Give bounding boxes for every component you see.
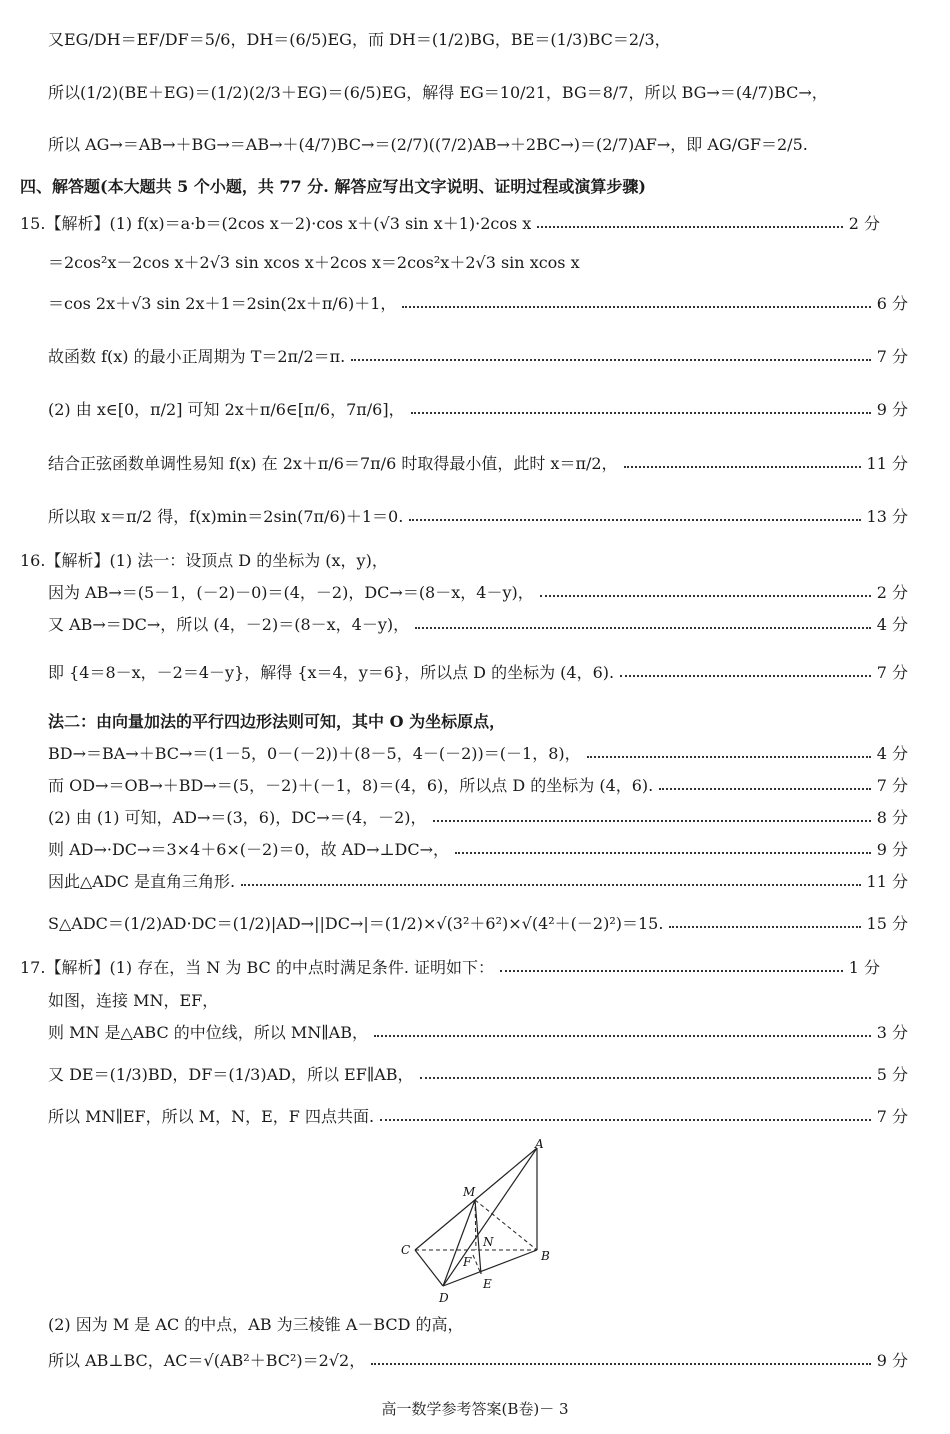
q15-line-2: ＝2cos²x－2cos x＋2√3 sin xcos x＋2cos x＝2cos²x＋2√3 sin xcos x	[48, 253, 580, 272]
q16-line-9: 则 AD→·DC→＝3×4＋6×(－2)＝0，故 AD→⊥DC→， 9 分	[48, 840, 908, 859]
label-E: E	[483, 1277, 492, 1291]
q17-line-3: 则 MN 是△ABC 的中位线，所以 MN∥AB， 3 分	[48, 1023, 908, 1042]
page-footer: 高一数学参考答案(B卷)－ 3	[381, 1400, 569, 1418]
q15-line-7: 所以取 x＝π/2 得，f(x)min＝2sin(7π/6)＋1＝0. 13 分	[48, 507, 908, 526]
label-M: M	[463, 1185, 476, 1199]
cont-line-3: 所以 AG→＝AB→＋BG→＝AB→＋(4/7)BC→＝(2/7)((7/2)AB→＋2BC→)＝(2/7)AF→，即 AG/GF＝2/5.	[48, 135, 808, 154]
q16-line-3: 又 AB→＝DC→，所以 (4，－2)＝(8－x，4－y)， 4 分	[48, 615, 908, 634]
q15-line-5: (2) 由 x∈[0，π/2] 可知 2x＋π/6∈[π/6，7π/6]， 9 分	[48, 400, 908, 419]
label-C: C	[401, 1243, 411, 1257]
q16-line-5: 法二：由向量加法的平行四边形法则可知，其中 O 为坐标原点，	[48, 712, 506, 731]
edge-AC	[415, 1148, 537, 1250]
q16-line-1: 16.【解析】(1) 法一：设顶点 D 的坐标为 (x，y)，	[20, 551, 388, 570]
section-heading: 四、解答题(本大题共 5 个小题，共 77 分. 解答应写出文字说明、证明过程或演算步骤)	[20, 177, 646, 196]
q16-line-8: (2) 由 (1) 可知，AD→＝(3，6)，DC→＝(4，－2)， 8 分	[48, 808, 908, 827]
q15-line-4: 故函数 f(x) 的最小正周期为 T＝2π/2＝π. 7 分	[48, 347, 908, 366]
q17-line-4: 又 DE＝(1/3)BD，DF＝(1/3)AD，所以 EF∥AB， 5 分	[48, 1065, 908, 1084]
q16-line-4: 即 {4＝8－x，－2＝4－y}，解得 {x＝4，y＝6}，所以点 D 的坐标为 (4，6). 7 分	[48, 663, 908, 682]
q17-part2-line-1: (2) 因为 M 是 AC 的中点，AB 为三棱锥 A－BCD 的高，	[48, 1315, 464, 1334]
label-D: D	[439, 1291, 449, 1305]
q16-line-11: S△ADC＝(1/2)AD·DC＝(1/2)|AD→||DC→|＝(1/2)×√(3²＋6²)×√(4²＋(－2)²)＝15. 15 分	[48, 914, 908, 933]
edge-AD	[443, 1148, 537, 1286]
q17-line-5: 所以 MN∥EF，所以 M，N，E，F 四点共面. 7 分	[48, 1107, 908, 1126]
q15-line-6: 结合正弦函数单调性易知 f(x) 在 2x＋π/6＝7π/6 时取得最小值，此时 x＝π/2， 11 分	[48, 454, 908, 473]
edge-CD	[415, 1250, 443, 1286]
q17-line-1: 17.【解析】(1) 存在，当 N 为 BC 的中点时满足条件. 证明如下： 1 分	[20, 958, 880, 977]
q16-line-7: 而 OD→＝OB→＋BD→＝(5，－2)＋(－1，8)＝(4，6)，所以点 D 的坐标为 (4，6). 7 分	[48, 776, 908, 795]
label-A: A	[535, 1138, 544, 1151]
q16-line-10: 因此△ADC 是直角三角形. 11 分	[48, 872, 908, 891]
label-F: F	[463, 1255, 472, 1269]
cont-line-1: 又EG/DH＝EF/DF＝5/6，DH＝(6/5)EG，而 DH＝(1/2)BG，BE＝(1/3)BC＝2/3，	[48, 30, 671, 49]
q17-part2-line-2: 所以 AB⊥BC，AC＝√(AB²＋BC²)＝2√2， 9 分	[48, 1351, 908, 1370]
q15-line-1: 15.【解析】(1) f(x)＝a·b＝(2cos x－2)·cos x＋(√3 sin x＋1)·2cos x 2 分	[20, 214, 880, 233]
label-N: N	[483, 1235, 494, 1249]
q17-line-2: 如图，连接 MN，EF，	[48, 991, 219, 1010]
q16-line-6: BD→＝BA→＋BC→＝(1－5，0－(－2))＋(8－5，4－(－2))＝(－1，8)， 4 分	[48, 744, 908, 763]
cont-line-2: 所以(1/2)(BE＋EG)＝(1/2)(2/3＋EG)＝(6/5)EG，解得 EG＝10/21，BG＝8/7，所以 BG→＝(4/7)BC→，	[48, 83, 828, 102]
q15-line-3: ＝cos 2x＋√3 sin 2x＋1＝2sin(2x＋π/6)＋1， 6 分	[48, 294, 908, 313]
pyramid-figure	[395, 1138, 565, 1308]
label-B: B	[541, 1249, 550, 1263]
q16-line-2: 因为 AB→＝(5－1，(－2)－0)＝(4，－2)，DC→＝(8－x，4－y)， 2 分	[48, 583, 908, 602]
